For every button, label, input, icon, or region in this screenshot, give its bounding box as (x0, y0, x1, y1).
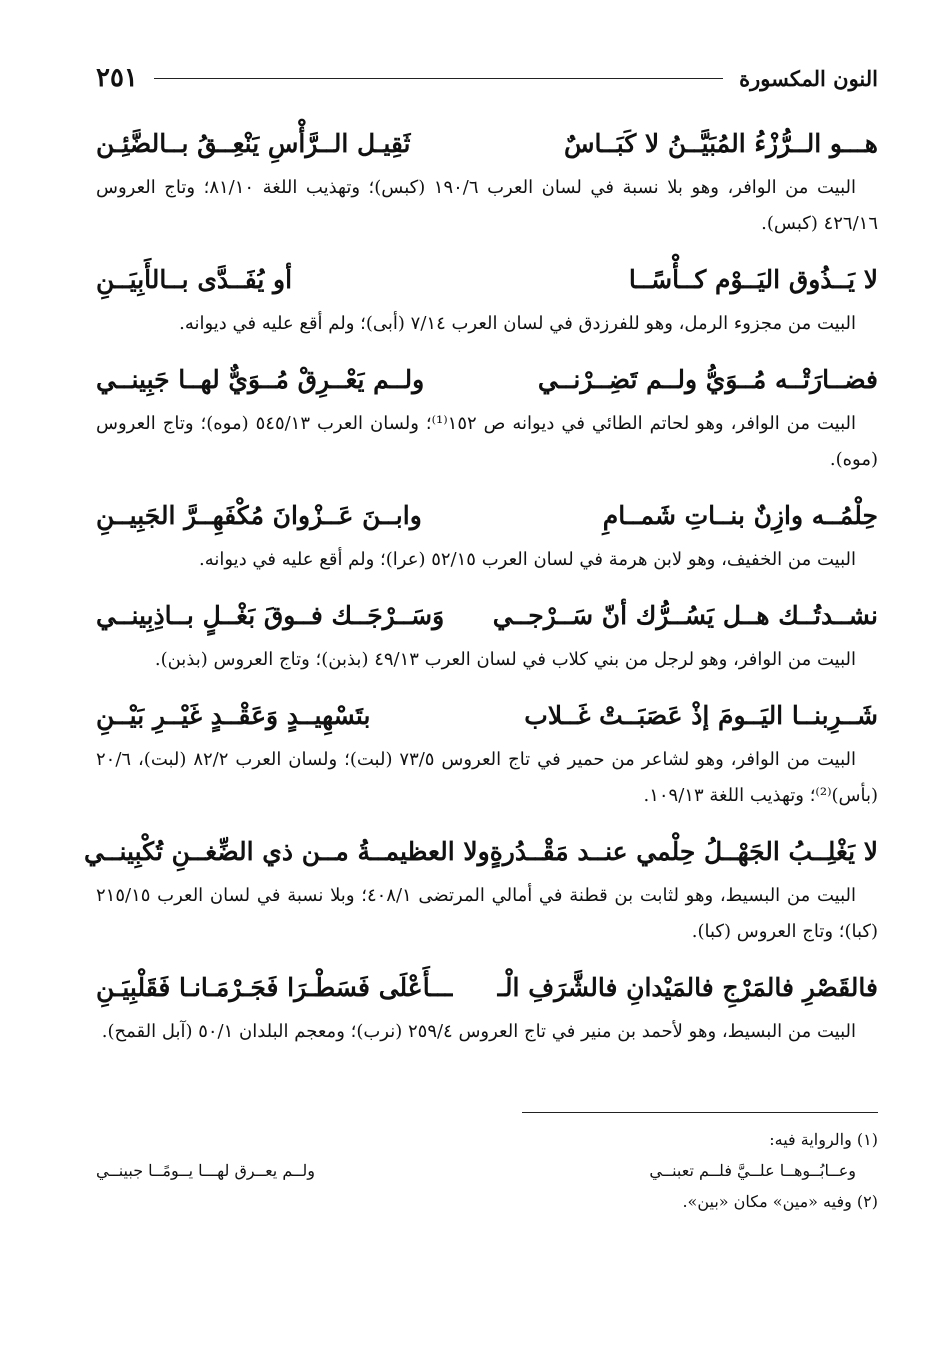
verse-entry-2 (96, 252, 878, 342)
verse-first-hemistich: لا يَــذُوق اليَــوْم كــأْسًــا (628, 264, 878, 294)
verse-second-hemistich: ثَقِيـل الــرَّأْسِ يَنْعِــقُ بــالضَّئِـن (96, 128, 411, 158)
footnote-verse-first-hemistich: وعــابُــوهــا علــيَّ فلــم تعبنــي (649, 1161, 856, 1180)
verse-first-hemistich: لا يَغْلِــبُ الجَهْــلُ حِلْمي عنــد مَقْــدُرةٍ (489, 836, 878, 866)
running-header (96, 58, 878, 98)
verse-second-hemistich: وَسَــرْجَــك فــوقَ بَغْــلٍ بــاذِبِينــي (96, 600, 445, 630)
verse-entry-5 (96, 588, 878, 678)
verse-line (96, 688, 878, 742)
verse-line (96, 960, 878, 1014)
verse-line (96, 488, 878, 542)
verse-entry-3 (96, 352, 878, 478)
verse-first-hemistich: هـــو الــرُّزْءُ المُبَيَّــنُ لا كَبَــاسٌ (564, 128, 878, 158)
verse-first-hemistich: شَــرِبنــا اليَــومَ إذْ عَصَبَــتْ غَــلاب (524, 700, 878, 730)
footnote-1-intro: (١) والرواية فيه: (769, 1130, 878, 1149)
verse-line (96, 352, 878, 406)
verse-entry-6 (96, 688, 878, 814)
verse-commentary: البيت من الوافر، وهو لحاتم الطائي في ديوانه ص ١٥٢⁽¹⁾؛ ولسان العرب ٥٤٥/١٣ (موه)؛ وتاج العروس (موه). (96, 413, 878, 470)
header-rule (154, 78, 723, 79)
verse-first-hemistich: فضــارَتْــه مُــوَيُّ ولــم تَضِــرْنــي (537, 364, 878, 394)
verse-first-hemistich: حِلْمُــه وازِنٌ بنــاتِ شَمــامِ (602, 500, 878, 530)
verse-commentary: البيت من البسيط، وهو لثابت بن قطنة في أمالي المرتضى ٤٠٨/١؛ وبلا نسبة في لسان العرب ٢١٥/١٥ (كبا)؛ وتاج العروس (كبا). (96, 885, 878, 942)
book-page (84, 58, 878, 1217)
verse-first-hemistich: فالقَصْرِ فالمَرْجِ فالمَيْدانِ فالشَّرَفِ الْـ (497, 972, 878, 1002)
chapter-title: النون المكسورة (739, 65, 878, 91)
footnote-2: (٢) وفيه «مين» مكان «بين». (682, 1192, 878, 1211)
verse-entry-4 (96, 488, 878, 578)
verse-second-hemistich: بتَسْهِيــدٍ وَعَقْــدٍ غَيْــرِ بَيْــنِ (96, 700, 371, 730)
verse-second-hemistich: ولــم يَعْــرِقْ مُــوَيٌّ لهــا جَبِينــي (96, 364, 425, 394)
footnote-verse-second-hemistich: ولــم يعــرق لهـــا يــومًــا جبينــي (96, 1161, 315, 1180)
verse-commentary: البيت من البسيط، وهو لأحمد بن منير في تاج العروس ٢٥٩/٤ (نرب)؛ ومعجم البلدان ٥٠/١ (آبل القمح). (101, 1021, 856, 1042)
page-number: ٢٥١ (96, 63, 138, 93)
footnote-separator (522, 1112, 878, 1113)
verse-second-hemistich: ولا العظيمــةُ مــن ذي الضِّغــنِ تُكْبِينــي (84, 836, 490, 866)
footnote-1-verse (96, 1155, 856, 1187)
verse-entry-8 (96, 960, 878, 1050)
verse-entry-7 (84, 824, 878, 950)
verse-commentary: البيت من الخفيف، وهو لابن هرمة في لسان العرب ٥٢/١٥ (عرا)؛ ولم أقع عليه في ديوانه. (199, 549, 856, 570)
verse-commentary: البيت من الوافر، وهو لشاعر من حمير في تاج العروس ٧٣/٥ (لبت)؛ ولسان العرب ٨٢/٢ (لبت)، ٢٠/٦ (بأس)⁽²⁾؛ وتهذيب اللغة ١٠٩/١٣. (96, 749, 878, 806)
verse-second-hemistich: وابــنَ عَــزْوانَ مُكْفَهِــرَّ الجَبِيــنِ (96, 500, 422, 530)
verse-second-hemistich: أو يُفَــدَّى بــالأَبِيَــنِ (96, 264, 293, 294)
verse-first-hemistich: نشــدتُــك هــل يَسُــرُّك أنّ سَــرْجــي (492, 600, 878, 630)
verse-line (84, 824, 878, 878)
verse-second-hemistich: ـــأَعْلَى فَسَطْـرَا فَجَـرْمَـانـا فَقَلْبِيَـنِ (96, 972, 453, 1002)
verse-commentary: البيت من مجزوء الرمل، وهو للفرزدق في لسان العرب ٧/١٤ (أبى)؛ ولم أقع عليه في ديوانه. (179, 313, 856, 334)
verse-line (96, 116, 878, 170)
verse-commentary: البيت من الوافر، وهو لرجل من بني كلاب في لسان العرب ٤٩/١٣ (بذبن)؛ وتاج العروس (بذبن). (154, 649, 856, 670)
verse-entry-1 (96, 116, 878, 242)
verse-commentary: البيت من الوافر، وهو بلا نسبة في لسان العرب ١٩٠/٦ (كبس)؛ وتهذيب اللغة ٨١/١٠؛ وتاج العروس ٤٢٦/١٦ (كبس). (96, 177, 878, 234)
verse-line (96, 252, 878, 306)
verse-line (96, 588, 878, 642)
